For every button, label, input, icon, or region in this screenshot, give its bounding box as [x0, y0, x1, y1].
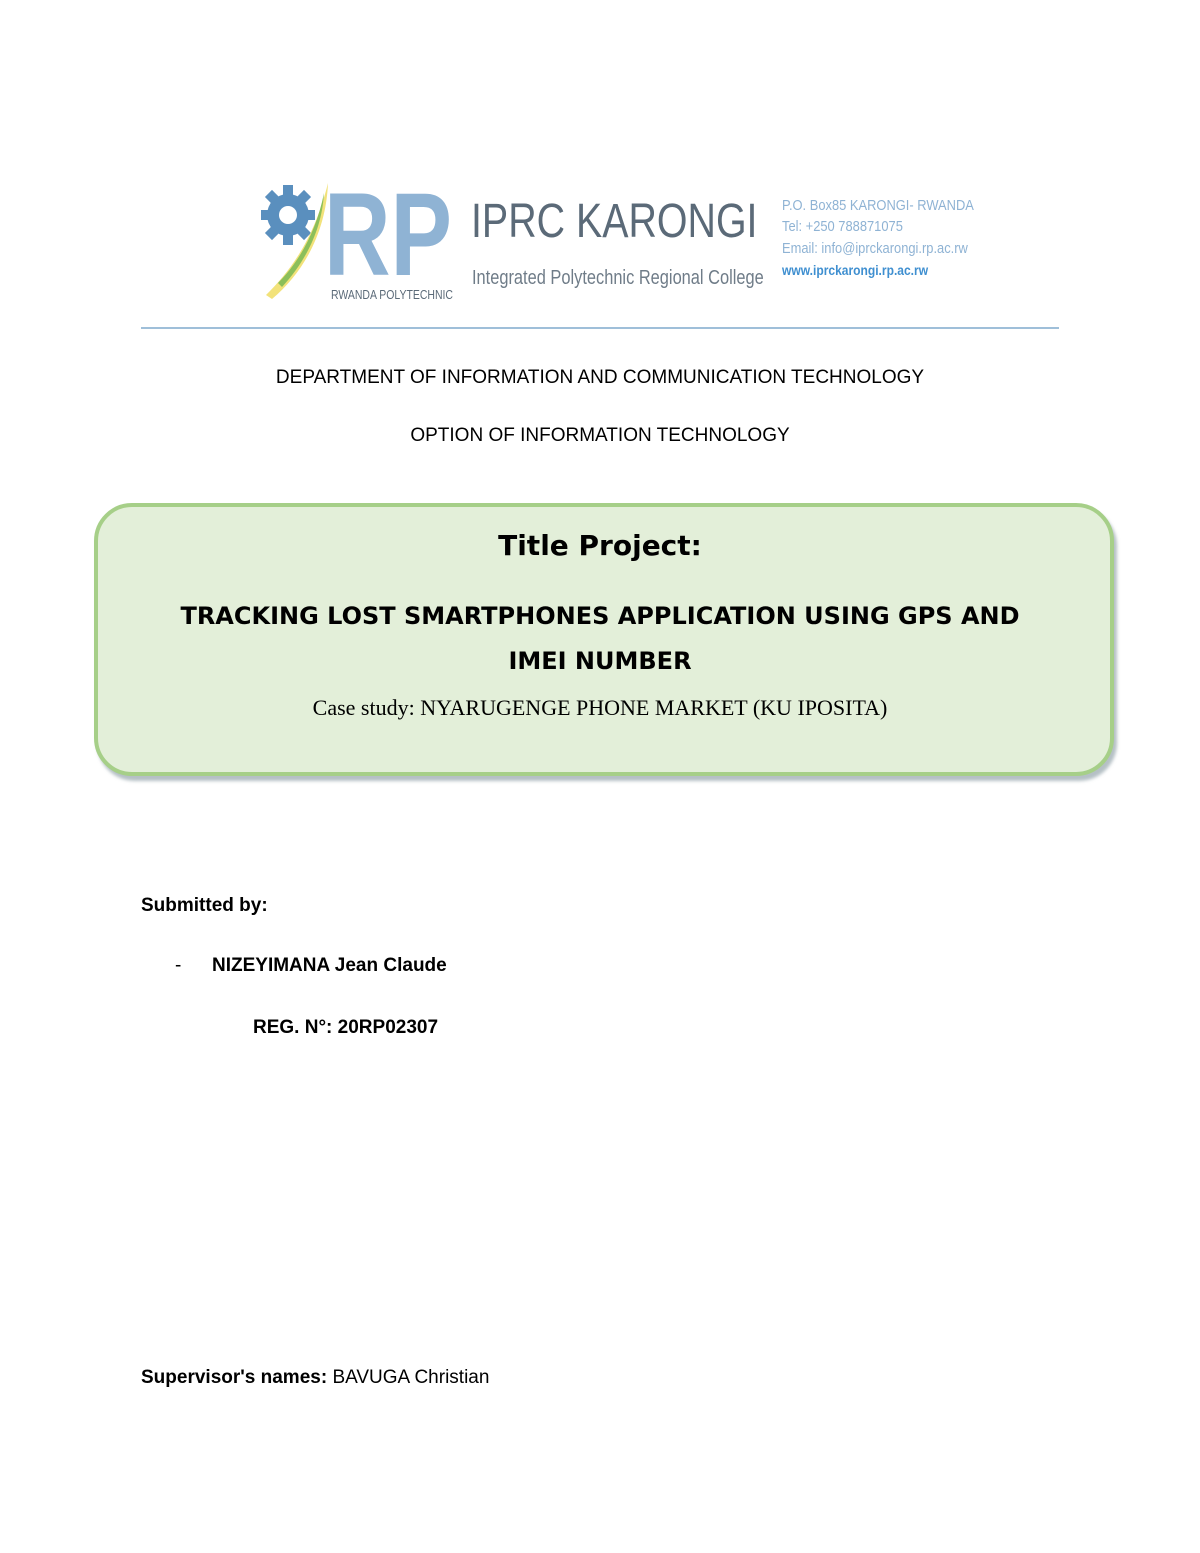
contact-address: P.O. Box85 KARONGI- RWANDA	[782, 197, 974, 214]
logo-mark: RP	[324, 169, 452, 301]
student-name: NIZEYIMANA Jean Claude	[212, 955, 447, 976]
department-heading: DEPARTMENT OF INFORMATION AND COMMUNICATION TECHNOLOGY	[275, 367, 925, 388]
supervisor-name: BAVUGA Christian	[332, 1367, 490, 1388]
contact-phone: Tel: +250 788871075	[782, 218, 903, 235]
title-label: Title Project:	[498, 529, 702, 562]
rwanda-polytechnic-logo	[258, 163, 458, 308]
supervisor-line	[141, 1368, 489, 1387]
submitted-by-label: Submitted by:	[141, 895, 268, 916]
reg-number: 20RP02307	[337, 1017, 439, 1038]
option-heading: OPTION OF INFORMATION TECHNOLOGY	[410, 425, 790, 446]
header-divider	[141, 327, 1059, 329]
logo-caption: RWANDA POLYTECHNIC	[331, 287, 453, 302]
org-name: IPRC KARONGI	[471, 195, 758, 248]
list-bullet: -	[175, 955, 182, 976]
reg-label: REG. N°:	[253, 1017, 333, 1038]
case-study: Case study: NYARUGENGE PHONE MARKET (KU IPOSITA)	[312, 695, 888, 720]
reg-number-line	[253, 1018, 438, 1037]
project-title: TRACKING LOST SMARTPHONES APPLICATION USING GPS AND IMEI NUMBER	[180, 602, 1020, 675]
org-subtitle: Integrated Polytechnic Regional College	[472, 267, 764, 289]
supervisor-label: Supervisor's names:	[141, 1367, 328, 1388]
contact-website: www.iprckarongi.rp.ac.rw	[782, 262, 929, 278]
gear-icon	[261, 185, 315, 245]
contact-email: Email: info@iprckarongi.rp.ac.rw	[782, 240, 968, 257]
